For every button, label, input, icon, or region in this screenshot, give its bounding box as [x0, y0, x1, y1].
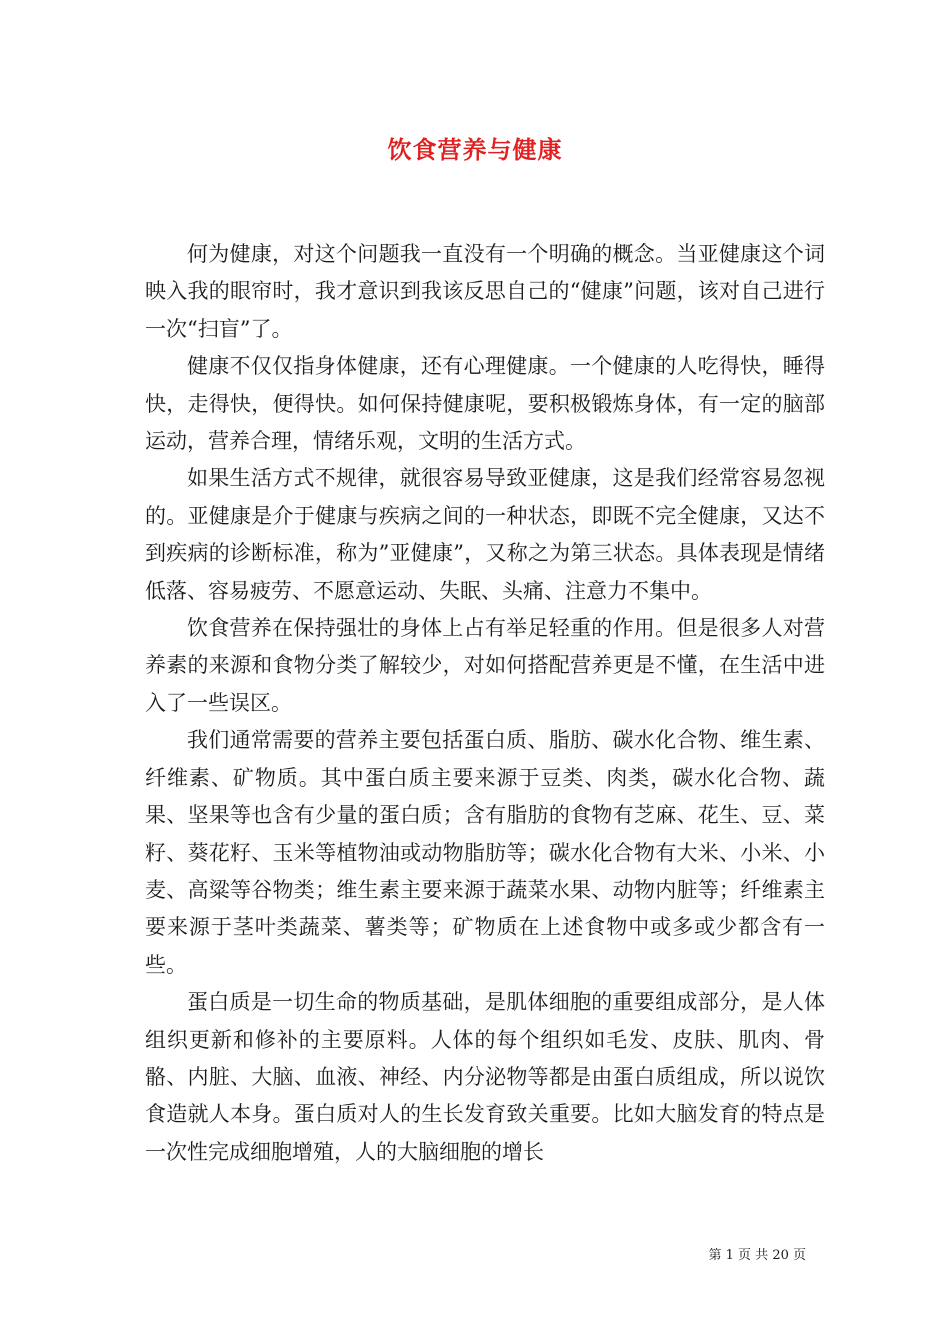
paragraph: 我们通常需要的营养主要包括蛋白质、脂肪、碳水化合物、维生素、纤维素、矿物质。其中蛋白质主要来源于豆类、肉类，碳水化合物、蔬果、坚果等也含有少量的蛋白质；含有脂肪的食物有芝麻、花生、豆、菜籽、葵花籽、玉米等植物油或动物脂肪等；碳水化合物有大米、小米、小麦、高粱等谷物类；维生素主要来源于蔬菜水果、动物内脏等；纤维素主要来源于茎叶类蔬菜、薯类等；矿物质在上述食物中或多或少都含有一些。: [145, 728, 825, 977]
paragraph: 如果生活方式不规律，就很容易导致亚健康，这是我们经常容易忽视的。亚健康是介于健康与疾病之间的一种状态，即既不完全健康，又达不到疾病的诊断标准，称为”亚健康”，又称之为第三状态。具体表现是情绪低落、容易疲劳、不愿意运动、失眠、头痛、注意力不集中。: [145, 466, 825, 603]
document-body: [145, 236, 825, 1171]
paragraph: 蛋白质是一切生命的物质基础，是肌体细胞的重要组成部分，是人体组织更新和修补的主要原料。人体的每个组织如毛发、皮肤、肌肉、骨骼、内脏、大脑、血液、神经、内分泌物等都是由蛋白质组成，所以说饮食造就人本身。蛋白质对人的生长发育致关重要。比如大脑发育的特点是一次性完成细胞增殖，人的大脑细胞的增长: [145, 990, 825, 1164]
paragraph: 何为健康，对这个问题我一直没有一个明确的概念。当亚健康这个词映入我的眼帘时，我才意识到我该反思自己的“健康”问题，该对自己进行一次“扫盲”了。: [145, 242, 825, 341]
page-number-footer: 第 1 页 共 20 页: [708, 1248, 806, 1263]
paragraph: 健康不仅仅指身体健康，还有心理健康。一个健康的人吃得快，睡得快，走得快，便得快。如何保持健康呢，要积极锻炼身体，有一定的脑部运动，营养合理，情绪乐观，文明的生活方式。: [145, 354, 825, 454]
paragraph: 饮食营养在保持强壮的身体上占有举足轻重的作用。但是很多人对营养素的来源和食物分类了解较少，对如何搭配营养更是不懂，在生活中进入了一些误区。: [145, 616, 825, 715]
document-title: 饮食营养与健康: [387, 135, 563, 164]
